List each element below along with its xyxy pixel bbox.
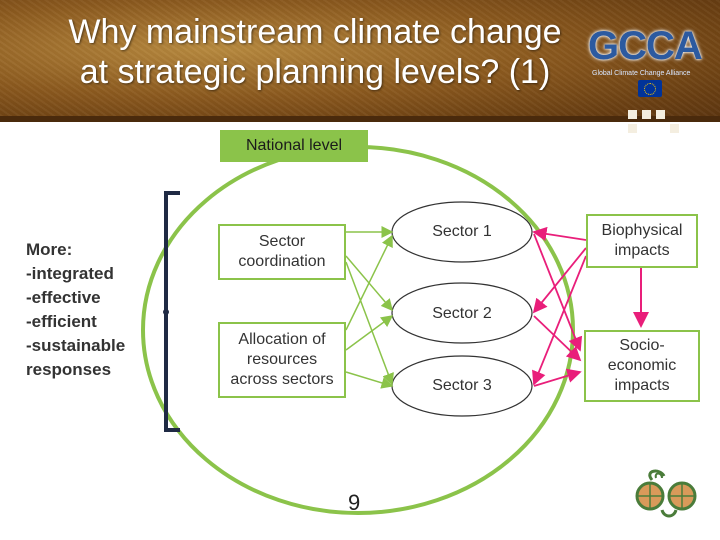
footer-logo-icon bbox=[634, 466, 704, 518]
arrow-sector3-socio bbox=[534, 372, 580, 386]
arrow-alloc-sector3 bbox=[346, 372, 392, 386]
more-item: responses bbox=[26, 360, 112, 379]
logo-subtitle: Global Climate Change Alliance bbox=[592, 70, 691, 77]
more-item: -efficient bbox=[26, 312, 97, 331]
arrow-alloc-sector1 bbox=[346, 236, 392, 330]
arrow-bio-sector3 bbox=[534, 256, 586, 384]
more-item: -integrated bbox=[26, 264, 114, 283]
more-item: -effective bbox=[26, 288, 101, 307]
coordination-line-2: coordination bbox=[238, 253, 326, 270]
biophysical-impacts-box bbox=[586, 214, 698, 268]
sector-2-label: Sector 2 bbox=[432, 305, 492, 322]
more-item: -sustainable bbox=[26, 336, 126, 355]
more-list bbox=[26, 238, 125, 382]
sector-coordination-box bbox=[218, 224, 346, 280]
socioeconomic-line-1: Socio- bbox=[619, 337, 665, 354]
socioeconomic-impacts-box bbox=[584, 330, 700, 402]
national-level-label: National level bbox=[220, 130, 368, 162]
socioeconomic-line-3: impacts bbox=[614, 377, 670, 394]
allocation-box bbox=[218, 322, 346, 398]
arrow-bio-sector2 bbox=[534, 248, 586, 312]
biophysical-line-1: Biophysical bbox=[601, 222, 683, 239]
sector-1-label: Sector 1 bbox=[432, 223, 492, 240]
allocation-line-2: resources bbox=[246, 351, 318, 368]
title-line-2: at strategic planning levels? (1) bbox=[79, 53, 551, 91]
socioeconomic-line-2: economic bbox=[607, 357, 677, 374]
arrow-coord-sector3 bbox=[346, 262, 392, 384]
more-heading: More: bbox=[26, 240, 73, 259]
logo-text: GCCA bbox=[588, 24, 702, 68]
allocation-line-3: across sectors bbox=[230, 371, 334, 388]
title-line-1: Why mainstream climate change bbox=[68, 13, 562, 51]
coordination-line-1: Sector bbox=[258, 233, 306, 250]
sector-3-label: Sector 3 bbox=[432, 377, 492, 394]
allocation-line-1: Allocation of bbox=[238, 331, 326, 348]
biophysical-line-2: impacts bbox=[614, 242, 670, 259]
page-number: 9 bbox=[348, 490, 361, 515]
bracket-dot bbox=[163, 309, 169, 315]
arrow-sector1-socio bbox=[534, 234, 580, 350]
